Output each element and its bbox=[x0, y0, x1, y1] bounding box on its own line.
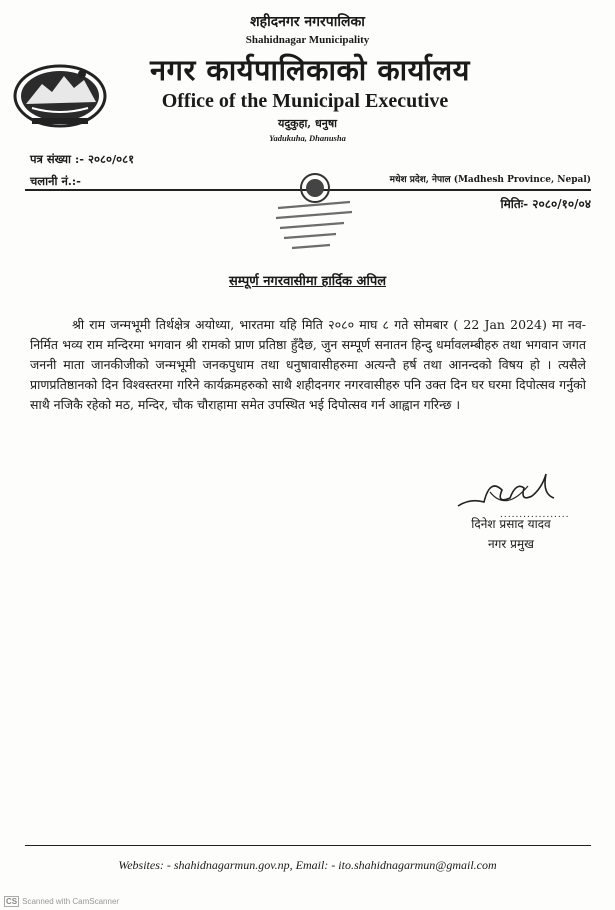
address-english: Yadukuha, Dhanusha bbox=[269, 133, 346, 143]
subject-text: सम्पूर्ण नगरवासीमा हार्दिक अपिल bbox=[228, 274, 387, 289]
footer-divider bbox=[25, 845, 591, 846]
scanner-watermark bbox=[4, 896, 119, 907]
footer-contact: Websites: - shahidnagarmun.gov.np, Email: - ito.shahidnagarmun@gmail.com bbox=[118, 858, 497, 872]
dispatch-number: चलानी नं.:- bbox=[30, 174, 81, 188]
office-title-english: Office of the Municipal Executive bbox=[161, 90, 449, 112]
province-label: मधेश प्रदेश, नेपाल (Madhesh Province, Nepal) bbox=[389, 175, 591, 185]
municipality-name-english: Shahidnagar Municipality bbox=[245, 34, 370, 46]
camscanner-icon: CS bbox=[6, 897, 18, 906]
office-seal-stamp bbox=[270, 168, 360, 260]
handwritten-signature bbox=[450, 468, 580, 516]
address-nepali: यदुकुहा, धनुषा bbox=[277, 117, 338, 130]
signatory-title: नगर प्रमुख bbox=[488, 537, 534, 551]
signature-dotted-line: .................. bbox=[500, 510, 570, 520]
office-title-nepali: नगर कार्यपालिकाको कार्यालय bbox=[150, 53, 470, 87]
letter-body: श्री राम जन्मभूमी तिर्थक्षेत्र अयोध्या, भारतमा यहि मिति २०८० माघ ८ गते सोमबार ( 22 Jan 2024) मा नव-निर्मित भव्य राम मन्दिरमा भगवान श्री रामको प्राण प्रतिष्ठा हुँदैछ, जुन सम्पूर्ण सनातन हिन्दु धर्मावलम्बीहरु तथा भगवान जगत जननी माता जानकीजीको जन्मभूमी जनकपुधाम तथा धनुषावासीहरुमा अत्यन्तै हर्ष तथा आनन्दको विषय हो । त्यसैले प्राणप्रतिष्ठानको दिन विश्वस्तरमा गरिने कार्यक्रमहरुको साथै शहीदनगर नगरवासीहरु पनि उक्त दिन घर घरमा दिपोत्सव गर्नुको साथै नजिकै रहेको मठ, मन्दिर, चौक चौराहामा समेत उपस्थित भई दिपोत्सव गर्न आह्वान गरिन्छ । bbox=[30, 317, 586, 412]
signatory-name: दिनेश प्रसाद यादव bbox=[471, 517, 551, 531]
letter-number: पत्र संख्या :- २०८०/०८१ bbox=[30, 152, 135, 166]
letter-date: मितिः- २०८०/१०/०४ bbox=[500, 197, 591, 211]
subject-line bbox=[0, 270, 615, 289]
watermark-text: Scanned with CamScanner bbox=[22, 897, 120, 906]
municipality-name-nepali: शहीदनगर नगरपालिका bbox=[250, 14, 365, 30]
